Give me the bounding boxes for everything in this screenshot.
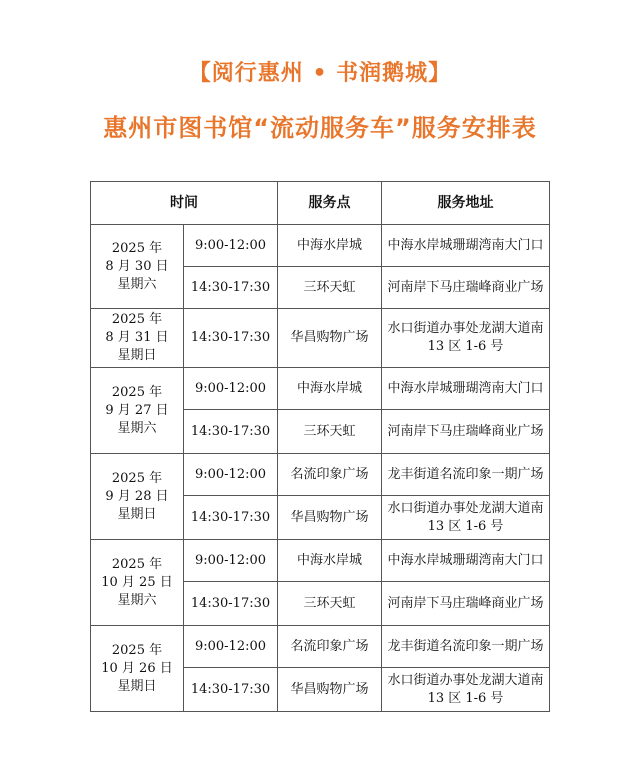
address-line-1: 水口街道办事处龙湖大道南 <box>387 672 544 688</box>
table-row <box>91 454 550 496</box>
page-title: 惠州市图书馆“流动服务车”服务安排表 <box>103 114 537 142</box>
place-cell: 华昌购物广场 <box>278 496 382 540</box>
address-line-1: 中海水岸城珊瑚湾南大门口 <box>387 552 544 568</box>
date-year: 2025 年 <box>111 470 163 486</box>
header-address: 服务地址 <box>382 182 550 225</box>
address-cell <box>382 668 550 712</box>
date-day: 9 月 28 日 <box>105 488 169 504</box>
address-line-1: 龙丰街道名流印象一期广场 <box>387 466 544 482</box>
date-day: 8 月 31 日 <box>105 330 169 345</box>
date-cell <box>91 309 184 368</box>
date-year: 2025 年 <box>111 240 163 256</box>
date-weekday: 星期日 <box>117 348 157 363</box>
place-cell: 华昌购物广场 <box>278 668 382 712</box>
place-cell: 中海水岸城 <box>278 225 382 267</box>
date-cell <box>91 626 184 712</box>
table-row <box>91 309 550 368</box>
time-cell: 14:30-17:30 <box>184 668 278 712</box>
date-day: 9 月 27 日 <box>105 402 169 418</box>
time-cell: 9:00-12:00 <box>184 626 278 668</box>
address-cell <box>382 454 550 496</box>
table-row <box>91 540 550 582</box>
place-cell: 中海水岸城 <box>278 368 382 410</box>
address-line-2: 13 区 1-6 号 <box>427 518 504 534</box>
date-weekday: 星期日 <box>117 506 157 522</box>
address-line-1: 水口街道办事处龙湖大道南 <box>387 500 544 516</box>
address-line-1: 水口街道办事处龙湖大道南 <box>387 321 544 336</box>
date-day: 10 月 26 日 <box>101 660 173 676</box>
address-cell <box>382 267 550 309</box>
address-cell <box>382 626 550 668</box>
address-cell <box>382 368 550 410</box>
header-time: 时间 <box>91 182 278 225</box>
address-line-1: 中海水岸城珊瑚湾南大门口 <box>387 380 544 396</box>
address-line-1: 河南岸下马庄瑞峰商业广场 <box>387 595 544 611</box>
time-cell: 14:30-17:30 <box>184 410 278 454</box>
date-day: 8 月 30 日 <box>105 258 169 274</box>
date-year: 2025 年 <box>111 384 163 400</box>
address-cell <box>382 410 550 454</box>
time-cell: 14:30-17:30 <box>184 309 278 368</box>
place-cell: 三环天虹 <box>278 582 382 626</box>
place-cell: 名流印象广场 <box>278 626 382 668</box>
date-weekday: 星期六 <box>117 276 157 292</box>
date-cell <box>91 368 184 454</box>
table-row <box>91 626 550 668</box>
table-header-row <box>91 182 550 225</box>
place-cell: 中海水岸城 <box>278 540 382 582</box>
date-weekday: 星期六 <box>117 592 157 608</box>
header-place: 服务点 <box>278 182 382 225</box>
place-cell: 三环天虹 <box>278 267 382 309</box>
title-line-1: 【阅行惠州 • 书润鹅城】 <box>188 61 452 86</box>
address-line-2: 13 区 1-6 号 <box>427 339 504 354</box>
address-cell <box>382 309 550 368</box>
address-line-2: 13 区 1-6 号 <box>427 690 504 706</box>
address-cell <box>382 496 550 540</box>
time-cell: 9:00-12:00 <box>184 225 278 267</box>
address-line-1: 中海水岸城珊瑚湾南大门口 <box>387 237 544 253</box>
time-cell: 14:30-17:30 <box>184 496 278 540</box>
time-cell: 9:00-12:00 <box>184 540 278 582</box>
address-cell <box>382 540 550 582</box>
date-year: 2025 年 <box>111 556 163 572</box>
address-line-1: 龙丰街道名流印象一期广场 <box>387 638 544 654</box>
date-cell <box>91 540 184 626</box>
place-cell: 三环天虹 <box>278 410 382 454</box>
table-row <box>91 368 550 410</box>
date-weekday: 星期六 <box>117 420 157 436</box>
address-line-1: 河南岸下马庄瑞峰商业广场 <box>387 279 544 295</box>
date-weekday: 星期日 <box>117 678 157 694</box>
date-day: 10 月 25 日 <box>101 574 173 590</box>
time-cell: 14:30-17:30 <box>184 267 278 309</box>
address-cell <box>382 582 550 626</box>
address-line-1: 河南岸下马庄瑞峰商业广场 <box>387 423 544 439</box>
time-cell: 9:00-12:00 <box>184 454 278 496</box>
time-cell: 14:30-17:30 <box>184 582 278 626</box>
schedule-table <box>90 181 550 712</box>
date-cell <box>91 454 184 540</box>
time-cell: 9:00-12:00 <box>184 368 278 410</box>
date-year: 2025 年 <box>111 642 163 658</box>
place-cell: 华昌购物广场 <box>278 309 382 368</box>
address-cell <box>382 225 550 267</box>
table-row <box>91 225 550 267</box>
date-cell <box>91 225 184 309</box>
date-year: 2025 年 <box>111 312 163 327</box>
place-cell: 名流印象广场 <box>278 454 382 496</box>
